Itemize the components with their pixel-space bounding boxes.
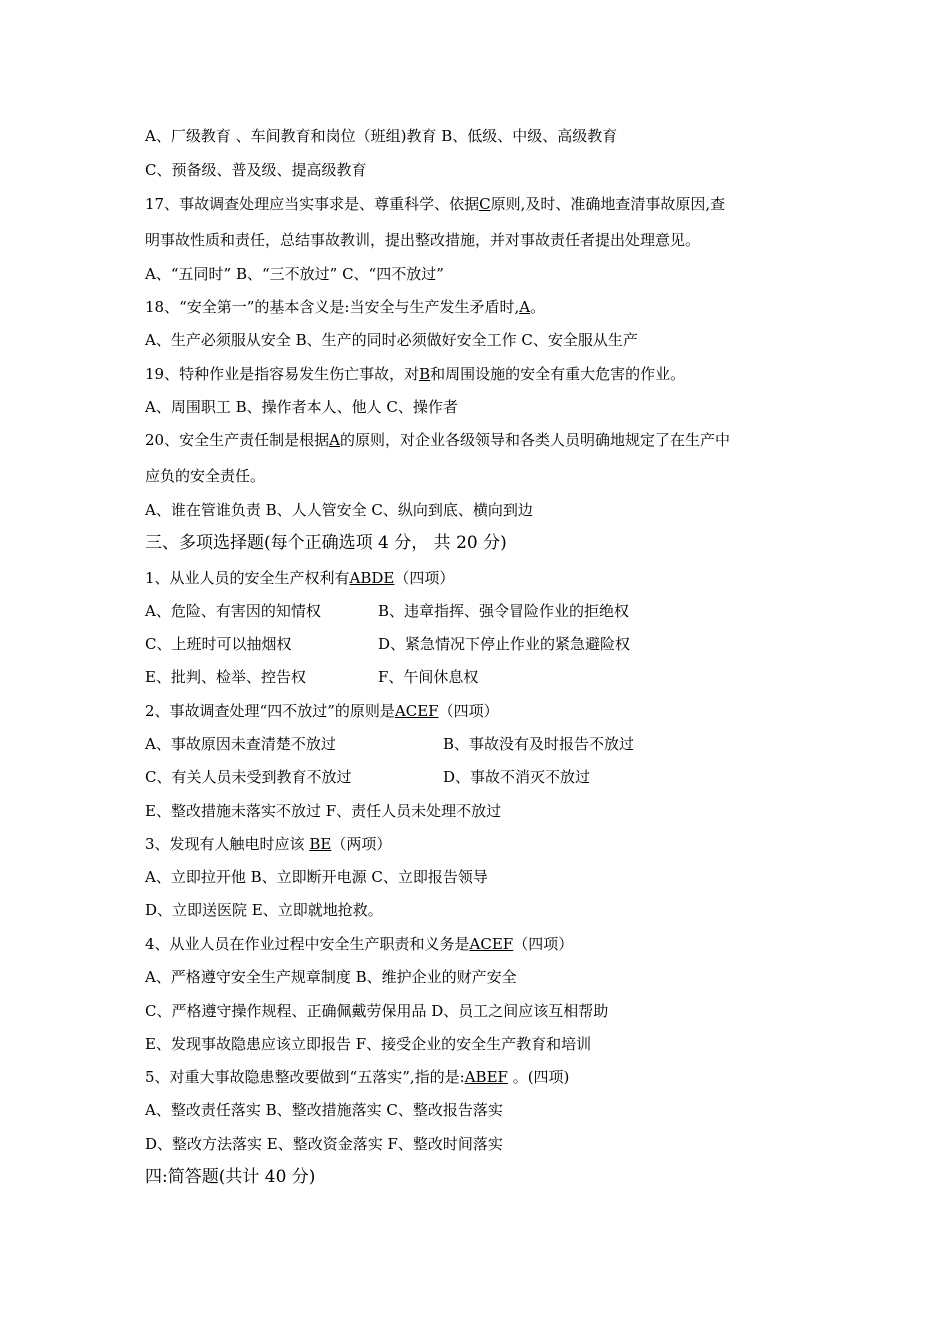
mq1-option-c: C、上班时可以抽烟权 [145, 635, 292, 653]
mq1-option-b: B、违章指挥、强令冒险作业的拒绝权 [378, 602, 630, 620]
q17-stem-text-cont: 原则,及时、准确地查清事故原因,查 [490, 195, 726, 213]
section-4-heading: 四:简答题(共计 40 分) [145, 1167, 316, 1187]
q17-options: A、“五同时” B、“三不放过” C、“四不放过” [145, 265, 444, 283]
mq3-options-row2: D、立即送医院 E、立即就地抢救。 [145, 901, 383, 919]
mq5-stem [145, 1067, 569, 1087]
mq1-option-a: A、危险、有害因的知情权 [145, 602, 321, 620]
q20-stem-text: 20、安全生产责任制是根据 [145, 431, 330, 449]
mq1-option-d: D、紧急情况下停止作业的紧急避险权 [378, 635, 631, 653]
q19-answer: B [419, 365, 431, 383]
q17-stem [145, 194, 725, 214]
mq3-stem-suffix: （两项） [331, 835, 392, 853]
q17-stem-line2: 明事故性质和责任，总结事故教训，提出整改措施，并对事故责任者提出处理意见。 [145, 231, 701, 249]
mq2-options-row3: E、整改措施未落实不放过 F、责任人员未处理不放过 [145, 802, 502, 820]
mq5-stem-text: 5、对重大事故隐患整改要做到“五落实”,指的是: [145, 1068, 465, 1086]
mq2-option-b: B、事故没有及时报告不放过 [443, 735, 635, 753]
q17-stem-text: 17、事故调查处理应当实事求是、尊重科学、依据 [145, 195, 480, 213]
mq5-stem-suffix: 。(四项) [507, 1068, 570, 1086]
section-3-heading: 三、多项选择题(每个正确选项 4 分， 共 20 分) [145, 533, 507, 553]
q19-stem-text-cont: 和周围设施的安全有重大危害的作业。 [430, 365, 686, 383]
mq1-answer: ABDE [349, 569, 395, 587]
q20-answer: A [329, 431, 340, 449]
q20-stem-text-cont: 的原则，对企业各级领导和各类人员明确地规定了在生产中 [339, 431, 730, 449]
mq3-answer: BE [309, 835, 332, 853]
mq3-stem [145, 834, 391, 854]
mq4-stem-text: 4、从业人员在作业过程中安全生产职责和义务是 [145, 935, 470, 953]
mq2-answer: ACEF [394, 702, 439, 720]
mq2-option-a: A、事故原因未查清楚不放过 [145, 735, 336, 753]
mq5-answer: ABEF [464, 1068, 508, 1086]
mq4-answer: ACEF [469, 935, 514, 953]
q18-options: A、生产必须服从安全 B、生产的同时必须做好安全工作 C、安全服从生产 [145, 331, 638, 349]
mq2-options-row1 [145, 734, 635, 754]
q18-answer: A [519, 298, 531, 316]
mq1-stem [145, 568, 454, 588]
mq5-options-row2: D、整改方法落实 E、整改资金落实 F、整改时间落实 [145, 1135, 503, 1153]
mq2-stem-text: 2、事故调查处理“四不放过”的原则是 [145, 702, 395, 720]
q16-options-ab: A、厂级教育 、车间教育和岗位（班组)教育 B、低级、中级、高级教育 [145, 127, 618, 145]
q17-answer: C [479, 195, 491, 213]
q20-stem-line2: 应负的安全责任。 [145, 467, 266, 485]
mq2-stem-suffix: （四项） [438, 702, 499, 720]
mq4-options-row1: A、严格遵守安全生产规章制度 B、维护企业的财产安全 [145, 968, 517, 986]
q20-options: A、谁在管谁负责 B、人人管安全 C、纵向到底、横向到边 [145, 501, 533, 519]
q20-stem [145, 430, 730, 450]
mq2-stem [145, 701, 499, 721]
q19-options: A、周围职工 B、操作者本人、他人 C、操作者 [145, 398, 458, 416]
mq1-stem-text: 1、从业人员的安全生产权利有 [145, 569, 350, 587]
mq1-option-f: F、午间休息权 [378, 668, 479, 686]
q19-stem-text: 19、特种作业是指容易发生伤亡事故，对 [145, 365, 420, 383]
mq1-options-row2 [145, 634, 631, 654]
q18-stem-text-cont: 。 [530, 298, 546, 316]
mq4-stem [145, 934, 573, 954]
mq3-options-row1: A、立即拉开他 B、立即断开电源 C、立即报告领导 [145, 868, 488, 886]
mq4-options-row3: E、发现事故隐患应该立即报告 F、接受企业的安全生产教育和培训 [145, 1035, 592, 1053]
q19-stem [145, 364, 685, 384]
mq2-option-d: D、事故不消灭不放过 [443, 768, 591, 786]
mq2-option-c: C、有关人员未受到教育不放过 [145, 768, 352, 786]
mq1-options-row3 [145, 667, 479, 687]
mq2-options-row2 [145, 767, 591, 787]
mq3-stem-text: 3、发现有人触电时应该 [145, 835, 310, 853]
mq4-stem-suffix: （四项） [513, 935, 574, 953]
q16-option-c: C、预备级、普及级、提高级教育 [145, 161, 367, 179]
mq1-option-e: E、批判、检举、控告权 [145, 668, 306, 686]
mq5-options-row1: A、整改责任落实 B、整改措施落实 C、整改报告落实 [145, 1101, 503, 1119]
mq1-options-row1 [145, 601, 630, 621]
q18-stem [145, 297, 545, 317]
q18-stem-text: 18、“安全第一”的基本含义是:当安全与生产发生矛盾时, [145, 298, 520, 316]
mq4-options-row2: C、严格遵守操作规程、正确佩戴劳保用品 D、员工之间应该互相帮助 [145, 1002, 609, 1020]
mq1-stem-suffix: （四项） [394, 569, 455, 587]
